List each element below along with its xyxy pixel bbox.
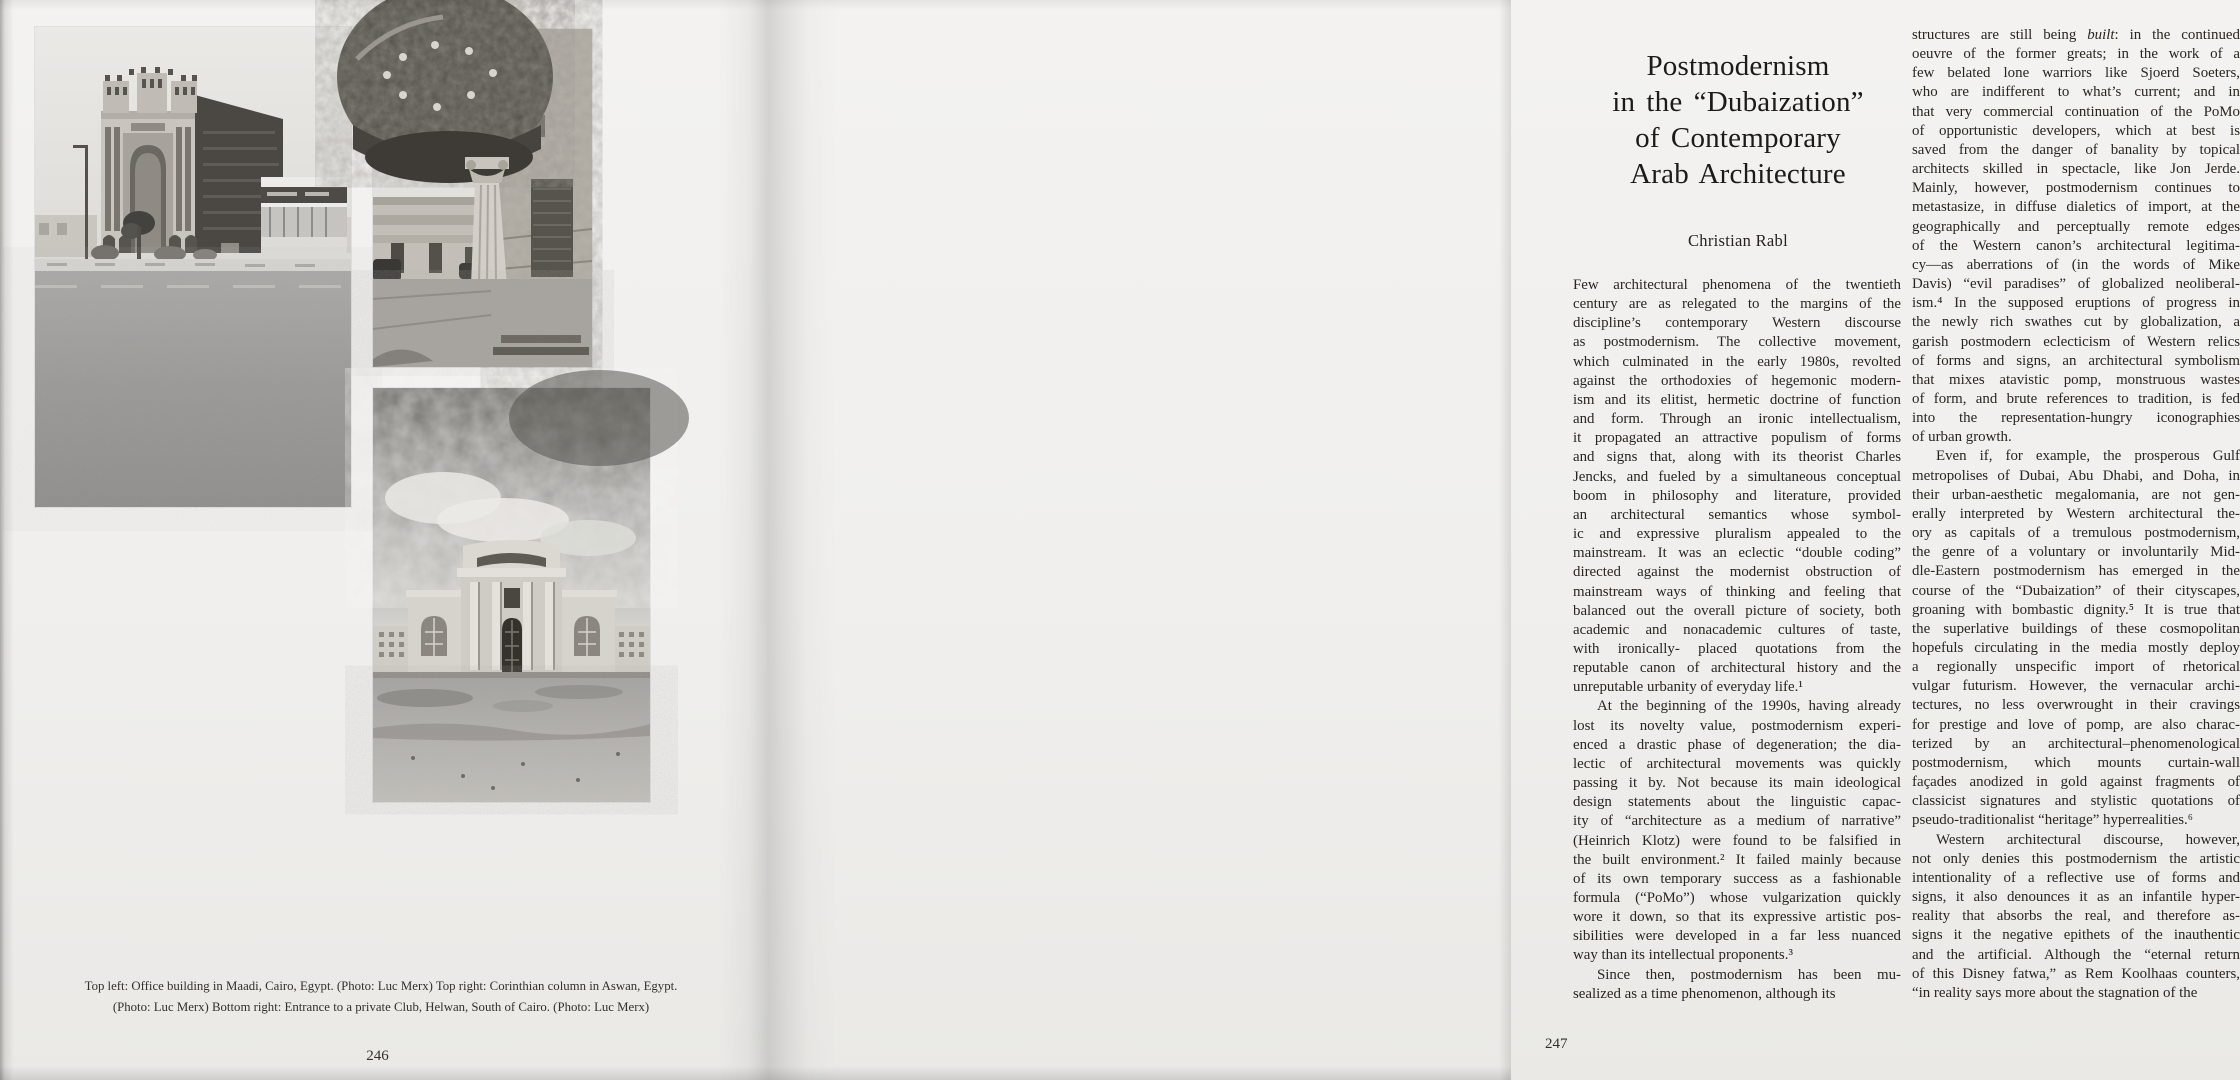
text-line: At the beginning of the 1990s, having already — [1597, 698, 1901, 715]
text-line: of urban growth. — [1912, 429, 2012, 446]
photo1-showroom — [261, 177, 347, 253]
text-line: unreputable urbanity of everyday life.¹ — [1573, 679, 1803, 696]
text-line: ism.⁴ In the supposed eruptions of progress in — [1912, 295, 2240, 312]
text-column-1 — [1573, 276, 1901, 1004]
text-line: academic and nonacademic cultures of taste, — [1573, 621, 1901, 638]
text-line: few belated lone warriors like Sjoerd Soeters, — [1912, 65, 2240, 82]
photo-club-entrance-helwan — [373, 388, 650, 802]
text-line: discipline’s contemporary Western discourse — [1573, 315, 1901, 332]
text-line: signs, it also denounces it as an infantile hyper- — [1912, 889, 2240, 906]
text-line: of the Western canon’s architectural legitima- — [1912, 237, 2240, 254]
text-line: ity of “architecture as a medium of narrative” — [1573, 813, 1901, 830]
text-line: the superlative buildings of these cosmopolitan — [1912, 620, 2240, 637]
text-line: reputable canon of architectural history and the — [1573, 660, 1901, 677]
text-line: geographically and perceptually remote edges — [1912, 218, 2240, 235]
text-line: and the artificial. Although the “eternal return — [1912, 946, 2240, 963]
text-line: lost its novelty value, postmodernism experi- — [1573, 717, 1901, 734]
text-line: of its own temporary success as a fashionable — [1573, 870, 1901, 887]
text-line: Davis) “evil paradises” of globalized neoliberal- — [1912, 276, 2240, 293]
text-line: Postmodernism — [1646, 50, 1830, 82]
text-line: in the “Dubaization” — [1612, 86, 1864, 118]
photo-office-building-maadi — [35, 27, 351, 507]
text-line: mainstream. It was an eclectic “double coding” — [1573, 545, 1901, 562]
text-column-2 — [1912, 26, 2240, 1003]
text-line: classicist signatures and stylistic quotations of — [1912, 793, 2240, 810]
text-line: sealized as a time phenomenon, although its — [1573, 985, 1836, 1002]
text-line: the built environment.² It failed mainly because — [1573, 851, 1901, 868]
text-line: Arab Architecture — [1630, 158, 1846, 190]
text-line: façades anodized in gold against fragments of — [1912, 774, 2240, 791]
text-line: Few architectural phenomena of the twentieth — [1573, 277, 1901, 293]
text-line: of this Disney fatwa,” as Rem Koolhaas counters, — [1912, 965, 2240, 982]
text-line: passing it by. Not because its main ideological — [1573, 775, 1901, 792]
text-line: terized by an architectural–phenomenological — [1912, 735, 2240, 752]
photo3-ground — [373, 678, 650, 802]
text-line: of form, and brute references to tradition, is fed — [1912, 390, 2240, 407]
text-line: wore it down, so that its expressive artistic pos- — [1573, 909, 1901, 926]
article-title — [1573, 48, 1903, 192]
text-line: their urban-aesthetic megalomania, are not gen- — [1912, 486, 2240, 503]
text-line: the genre of a voluntary or involuntarily Mid- — [1912, 544, 2240, 561]
text-line: ic and expressive pluralism appealed to the — [1573, 526, 1901, 543]
text-line: metropolises of Dubai, Abu Dhabi, and Doha, in — [1912, 467, 2240, 484]
text-line: structures are still being built: in the continued — [1912, 27, 2240, 43]
text-line: way than its intellectual proponents.³ — [1573, 947, 1793, 964]
text-line: formula (“PoMo”) whose vulgarization quickly — [1573, 890, 1901, 906]
text-line: architects skilled in spectacle, like Jon Jerde. — [1912, 161, 2240, 178]
text-line: vulgar futurism. However, the vernacular archi- — [1912, 678, 2240, 695]
text-line: pseudo-traditionalist “heritage” hyperrealities.⁶ — [1912, 812, 2193, 829]
text-line: and signs that, along with its theorist Charles — [1573, 449, 1901, 466]
text-line: lectic of architectural movements was quickly — [1573, 755, 1901, 772]
left-page — [0, 0, 755, 1080]
text-line: of Contemporary — [1635, 122, 1841, 154]
text-line: ism and its elitist, hermetic doctrine of function — [1573, 391, 1901, 408]
photo2-canopy-disc — [337, 0, 553, 183]
text-line: as postmodernism. The collective movement, — [1573, 334, 1901, 351]
text-line: century are as relegated to the margins of the — [1573, 296, 1901, 313]
text-line: (Heinrich Klotz) were found to be falsified in — [1573, 832, 1901, 849]
text-line: the newly rich swathes cut by globalization, a — [1912, 314, 2240, 331]
text-line: (Photo: Luc Merx) Bottom right: Entrance to a private Club, Helwan, South of Cairo. (Photo: Luc Merx) — [112, 999, 650, 1014]
text-line: which culminated in the early 1980s, revolted — [1573, 353, 1901, 370]
text-line: that very commercial continuation of the PoMo — [1912, 103, 2240, 120]
text-line: tectures, no less overwrought in their cravings — [1912, 697, 2240, 714]
photo-corinthian-column-aswan-image — [373, 29, 592, 367]
text-line: a regionally unspecific import of rhetorical — [1912, 659, 2240, 676]
text-line: of opportunistic developers, which at best is — [1912, 122, 2240, 139]
text-line: it propagated an attractive populism of forms — [1573, 430, 1901, 447]
text-line: Even if, for example, the prosperous Gulf — [1936, 448, 2240, 465]
text-line: mainstream ways of thinking and feeling that — [1573, 583, 1901, 600]
text-line: Top left: Office building in Maadi, Cairo, Egypt. (Photo: Luc Merx) Top right: Corinthian column in Aswan, Egypt. — [84, 979, 678, 993]
text-line: design statements about the linguistic capac- — [1573, 794, 1901, 811]
text-line: against the orthodoxies of hegemonic modern- — [1573, 372, 1901, 389]
text-line: reality that absorbs the real, and therefore as- — [1912, 908, 2240, 925]
text-line: intentionality of a reflective use of forms and — [1912, 869, 2240, 886]
text-line: not only denies this postmodernism the artistic — [1912, 850, 2240, 867]
photo-club-entrance-helwan-image — [373, 388, 650, 802]
text-line: enced a drastic phase of degeneration; the dia- — [1573, 736, 1901, 753]
text-line: hopefuls circulating in the media mostly deploy — [1912, 640, 2240, 656]
text-line: Western architectural discourse, however, — [1936, 831, 2240, 848]
text-line: “in reality says more about the stagnation of the — [1912, 984, 2198, 1001]
photo-corinthian-column-aswan — [373, 29, 592, 367]
text-line: an architectural semantics whose symbol- — [1573, 506, 1901, 523]
text-line: sibilities were developed in a far less nuanced — [1573, 928, 1901, 945]
photo2-ground — [373, 279, 592, 367]
text-line: garish postmodern eclecticism of Western relics — [1912, 333, 2240, 350]
text-line: into the representation-hungry iconographies — [1912, 410, 2240, 427]
text-line: dle-Eastern postmodernism has emerged in the — [1912, 563, 2240, 580]
photo-office-building-maadi-image — [35, 27, 351, 507]
text-line: directed against the modernist obstruction of — [1573, 564, 1901, 581]
page-number-left: 246 — [366, 1048, 389, 1064]
article-author: Christian Rabl — [1688, 231, 1788, 250]
text-line: metastasize, in diffuse dialetics of import, at the — [1912, 199, 2240, 216]
text-line: that mixes atavistic pomp, monstruous wastes — [1912, 371, 2240, 388]
text-line: Since then, postmodernism has been mu- — [1597, 966, 1901, 983]
text-line: who are indifferent to what’s current; and in — [1912, 84, 2240, 101]
text-line: erally interpreted by Western architectural the- — [1912, 505, 2240, 522]
text-line: Mainly, however, postmodernism continues to — [1912, 180, 2240, 197]
text-line: ory as capitals of a tremulous postmodernism, — [1912, 525, 2240, 542]
text-line: oeuvre of the former greats; in the work of a — [1912, 46, 2240, 63]
text-line: of forms and signs, an architectural symbolism — [1912, 352, 2240, 369]
text-line: boom in philosophy and literature, provided — [1573, 487, 1901, 504]
text-line: and form. Through an ironic intellectualism, — [1573, 411, 1901, 428]
text-line: with ironically- placed quotations from the — [1573, 640, 1901, 657]
text-line: signs it the negative epithets of the inauthentic — [1912, 927, 2240, 944]
text-line: Jencks, and fueled by a simultaneous conceptual — [1573, 468, 1901, 485]
text-line: balanced out the overall picture of society, both — [1573, 602, 1901, 619]
right-page: Postmodernism in the “Dubaization” of Contemporary Arab Architecture Christian Rabl Few architectural phenomena of the twentieth century are as relegated to the margins of the discipline’s contemporary Western discourse as postmodernism. The collective movement, which culminated in the early 1980s, revolted against the orthodoxies of hegemonic modern- ism and its elitist, hermetic doctrine of function and form. Through an ironic intellectualism, it propagated an attractive populism of forms and signs that, along with its theorist Charles Jencks, and fueled by a simultaneous conceptual boom in philosophy and literature, provided an architectural semantics whose symbol- ic and expressive pluralism appealed to the mainstream. It was an eclectic “double coding” directed against the modernist obstruction of mainstream ways of thinking and feeling that balanced out the overall picture of society, both academic and nonacademic cultures of taste, with ironically- placed quotations from the reputable canon of architectural history and the unreputable urbanity of everyday life.¹ At the beginning of the 1990s, having already lost its novelty value, postmodernism experi- enced a drastic phase of degeneration; the dia- lectic of architectural movements was quickly passing it by. Not because its main ideological design statements about the linguistic capac- ity of “architecture as a medium of narrative” (Heinrich Klotz) were found to be falsified in the built environment.² It failed mainly because of its own temporary success as a fashionable formula (“PoMo”) whose vulgarization quickly wore it down, so that its expressive artistic pos- sibilities were developed in a far less nuanced way than its intellectual proponents.³ Since then, postmodernism has been mu- sealized as a time phenomenon, although its structures are still being built: in the continued oeuvre of the former greats; in the work of a few belated lone warriors like Sjoerd Soeters, who are indifferent to what’s current; and in that very commercial continuation of the PoMo of opportunistic developers, which at best is saved from the danger of banality by topical architects skilled in spectacle, like Jon Jerde. Mainly, however, postmodernism continues to metastasize, in diffuse dialetics of import, at the geographically and perceptually remote edges of the Western canon’s architectural legitima- cy—as aberrations of (in the words of Mike Davis) “evil paradises” of globalized neoliberal- ism.⁴ In the supposed eruptions of progress in the newly rich swathes cut by globalization, a garish postmodern eclecticism of Western relics of forms and signs, an architectural symbolism that mixes atavistic pomp, monstruous wastes of form, and brute references to tradition, is fed into the representation-hungry iconographies of urban growth. Even if, for example, the prosperous Gulf metropolises of Dubai, Abu Dhabi, and Doha, in their urban-aesthetic megalomania, are not gen- erally interpreted by Western architectural the- ory as capitals of a tremulous postmodernism, the genre of a voluntary or involuntarily Mid- dle-Eastern postmodernism has emerged in the course of the “Dubaization” of their cityscapes, groaning with bombastic dignity.⁵ It is true that the superlative buildings of these cosmopolitan hopefuls circulating in the media mostly deploy a regionally unspecific import of rhetorical vulgar futurism. However, the vernacular archi- tectures, no less overwrought in their cravings for prestige and love of pomp, are also charac- terized by an architectural–phenomenological postmodernism, which mounts curtain-wall façades anodized in gold against fragments of classicist signatures and stylistic quotations of pseudo-traditionalist “heritage” hyperrealities.⁶ Western architectural discourse, however, not only denies this postmodernism the artistic intentionality of a reflective use of forms and signs, it also denounces it as an infantile hyper- reality that absorbs the real, and therefore as- signs it the negative epithets of the inauthentic and the artificial. Although the “eternal return of this Disney fatwa,” as Rem Koolhaas counters, “in reality says more about the stagnation of the 247 — [1545, 27, 2240, 1052]
text-line: course of the “Dubaization” of their cityscapes, — [1912, 582, 2240, 599]
text-line: groaning with bombastic dignity.⁵ It is true that — [1912, 601, 2240, 618]
text-line: postmodernism, which mounts curtain-wall — [1912, 754, 2240, 771]
photo-caption — [58, 976, 704, 1017]
text-line: saved from the danger of banality by topical — [1912, 141, 2240, 158]
text-line: for prestige and love of pomp, are also charac- — [1912, 716, 2240, 733]
text-line: cy—as aberrations of (in the words of Mike — [1912, 256, 2240, 273]
